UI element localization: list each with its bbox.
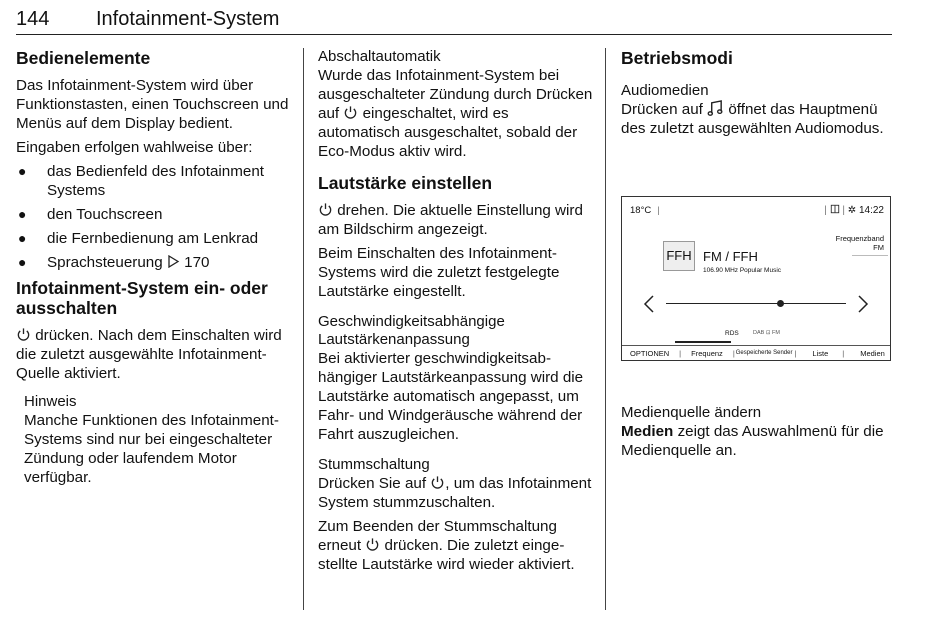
dab-fm-indicator: DAB ⊡ FM [753,330,780,336]
chevron-left-icon[interactable] [642,295,656,313]
paragraph-volume-2: Beim Einschalten des Infotainment-Systems wird die zuletzt festgelegte Lautstärke eingestellt. [318,245,560,300]
power-icon [365,537,380,552]
paragraph-volume-1: drehen. Die aktuelle Einstellung wird am Bildschirm angezeigt. [318,202,583,238]
heading-autooff: Abschaltautomatik [318,48,441,65]
rds-indicator: RDS [725,330,739,337]
paragraph-onoff: drücken. Nach dem Einschalten wird die zuletzt ausgewählte Infotainment-Quelle aktiviert. [16,327,282,382]
power-icon [430,475,445,490]
bullet-icon: ● [18,230,27,246]
bullet-icon: ● [18,163,27,179]
clock-time: 14:22 [858,205,884,216]
column-2 [318,48,594,579]
column-3-lower [621,404,893,465]
column-divider [605,48,606,610]
list-item: ● das Bedienfeld des Infotainment Systems [18,163,264,199]
menu-options[interactable]: OPTIONEN [630,348,670,358]
input-methods-list [16,162,292,272]
phone-icon [830,204,840,214]
bullet-icon: ● [18,254,27,270]
paragraph-mute: Drücken Sie auf , um das Infotainment System stummzuschalten. [318,475,592,511]
station-info: 106.90 MHz Popular Music [703,267,782,274]
list-item: ● Sprachsteuerung 170 [18,254,210,271]
page-reference[interactable]: 170 [184,254,210,271]
heading-modes: Betriebsmodi [621,48,733,68]
frequency-slider[interactable] [666,303,846,304]
paragraph-audio: Drücken auf öffnet das Hauptmenü des zuletzt ausgewählten Audiomodus. [621,101,884,137]
station-name: FM / FFH [703,249,758,264]
paragraph-source: Medien zeigt das Auswahlmenü für die Medienquelle an. [621,423,884,459]
heading-controls: Bedienelemente [16,48,151,68]
menu-frequency[interactable]: Frequenz [691,348,723,358]
column-divider [303,48,304,610]
paragraph-inputs: Eingaben erfolgen wahlweise über: [16,139,253,156]
frequency-slider-handle[interactable] [777,300,784,307]
heading-onoff: Infotainment-System ein- oder ausschalten [16,278,268,318]
list-item: ● den Touchscreen [18,206,163,223]
temperature-readout: 18°C | [630,205,660,216]
music-note-icon [707,100,724,117]
heading-speed-volume: Geschwindigkeitsabhängige Lautstärkenanpassung [318,313,505,348]
note-box [24,393,292,487]
power-icon [16,327,31,342]
menu-saved-stations[interactable]: Gespeicherte Sender [735,350,793,356]
station-badge: FFH [663,241,695,271]
infotainment-screen [621,196,891,361]
frequency-band-button[interactable]: Frequenzband FM [835,234,884,252]
menu-media[interactable]: Medien [860,348,885,358]
column-1 [16,48,292,492]
menu-list[interactable]: Liste [812,348,829,358]
note-title: Hinweis [24,393,77,410]
gear-icon[interactable]: ✲ [847,205,857,216]
heading-mute: Stummschaltung [318,456,430,473]
chevron-right-icon[interactable] [856,295,870,313]
page-reference-arrow-icon [167,255,180,268]
page-number: 144 [16,8,50,30]
page-header [16,8,892,35]
column-3 [621,48,893,143]
heading-audio: Audiomedien [621,82,709,99]
note-text: Manche Funktionen des Infotainment-Systems sind nur bei eingeschalteter Zündung oder laufendem Motor verfügbar. [24,412,279,486]
paragraph-controls: Das Infotainment-System wird über Funktionstasten, einen Touchscreen und Menüs auf dem Display bedient. [16,77,289,132]
frequency-band-underline [852,255,888,256]
paragraph-speed-volume: Bei aktivierter geschwindigkeitsabhängiger Lautstärkeanpassung wird die Lautstärke automatisch angepasst, um Fahr- und Windgeräusche während der Fahrt auszugleichen. [318,350,584,443]
bullet-icon: ● [18,206,27,222]
screen-menu-bar: OPTIONEN | Frequenz | Gespeicherte Sender | Liste | Medien [622,345,890,360]
active-tab-indicator [675,341,731,343]
heading-volume: Lautstärke einstellen [318,173,493,193]
page-title: Infotainment-System [96,8,280,30]
power-icon [343,105,358,120]
paragraph-unmute: Zum Beenden der Stummschaltung erneut drücken. Die zuletzt eingestellte Lautstärke wird wieder aktiviert. [318,518,575,573]
power-icon [318,202,333,217]
heading-source: Medienquelle ändern [621,404,762,421]
status-bar: | | ✲ 14:22 [824,205,884,216]
paragraph-autooff: Wurde das Infotainment-System bei ausgeschalteter Zündung durch Drücken auf eingeschaltet, wird es automatisch ausgeschaltet, sobald der Eco-Modus aktiv wird. [318,67,593,160]
list-item: ● die Fernbedienung am Lenkrad [18,230,259,247]
